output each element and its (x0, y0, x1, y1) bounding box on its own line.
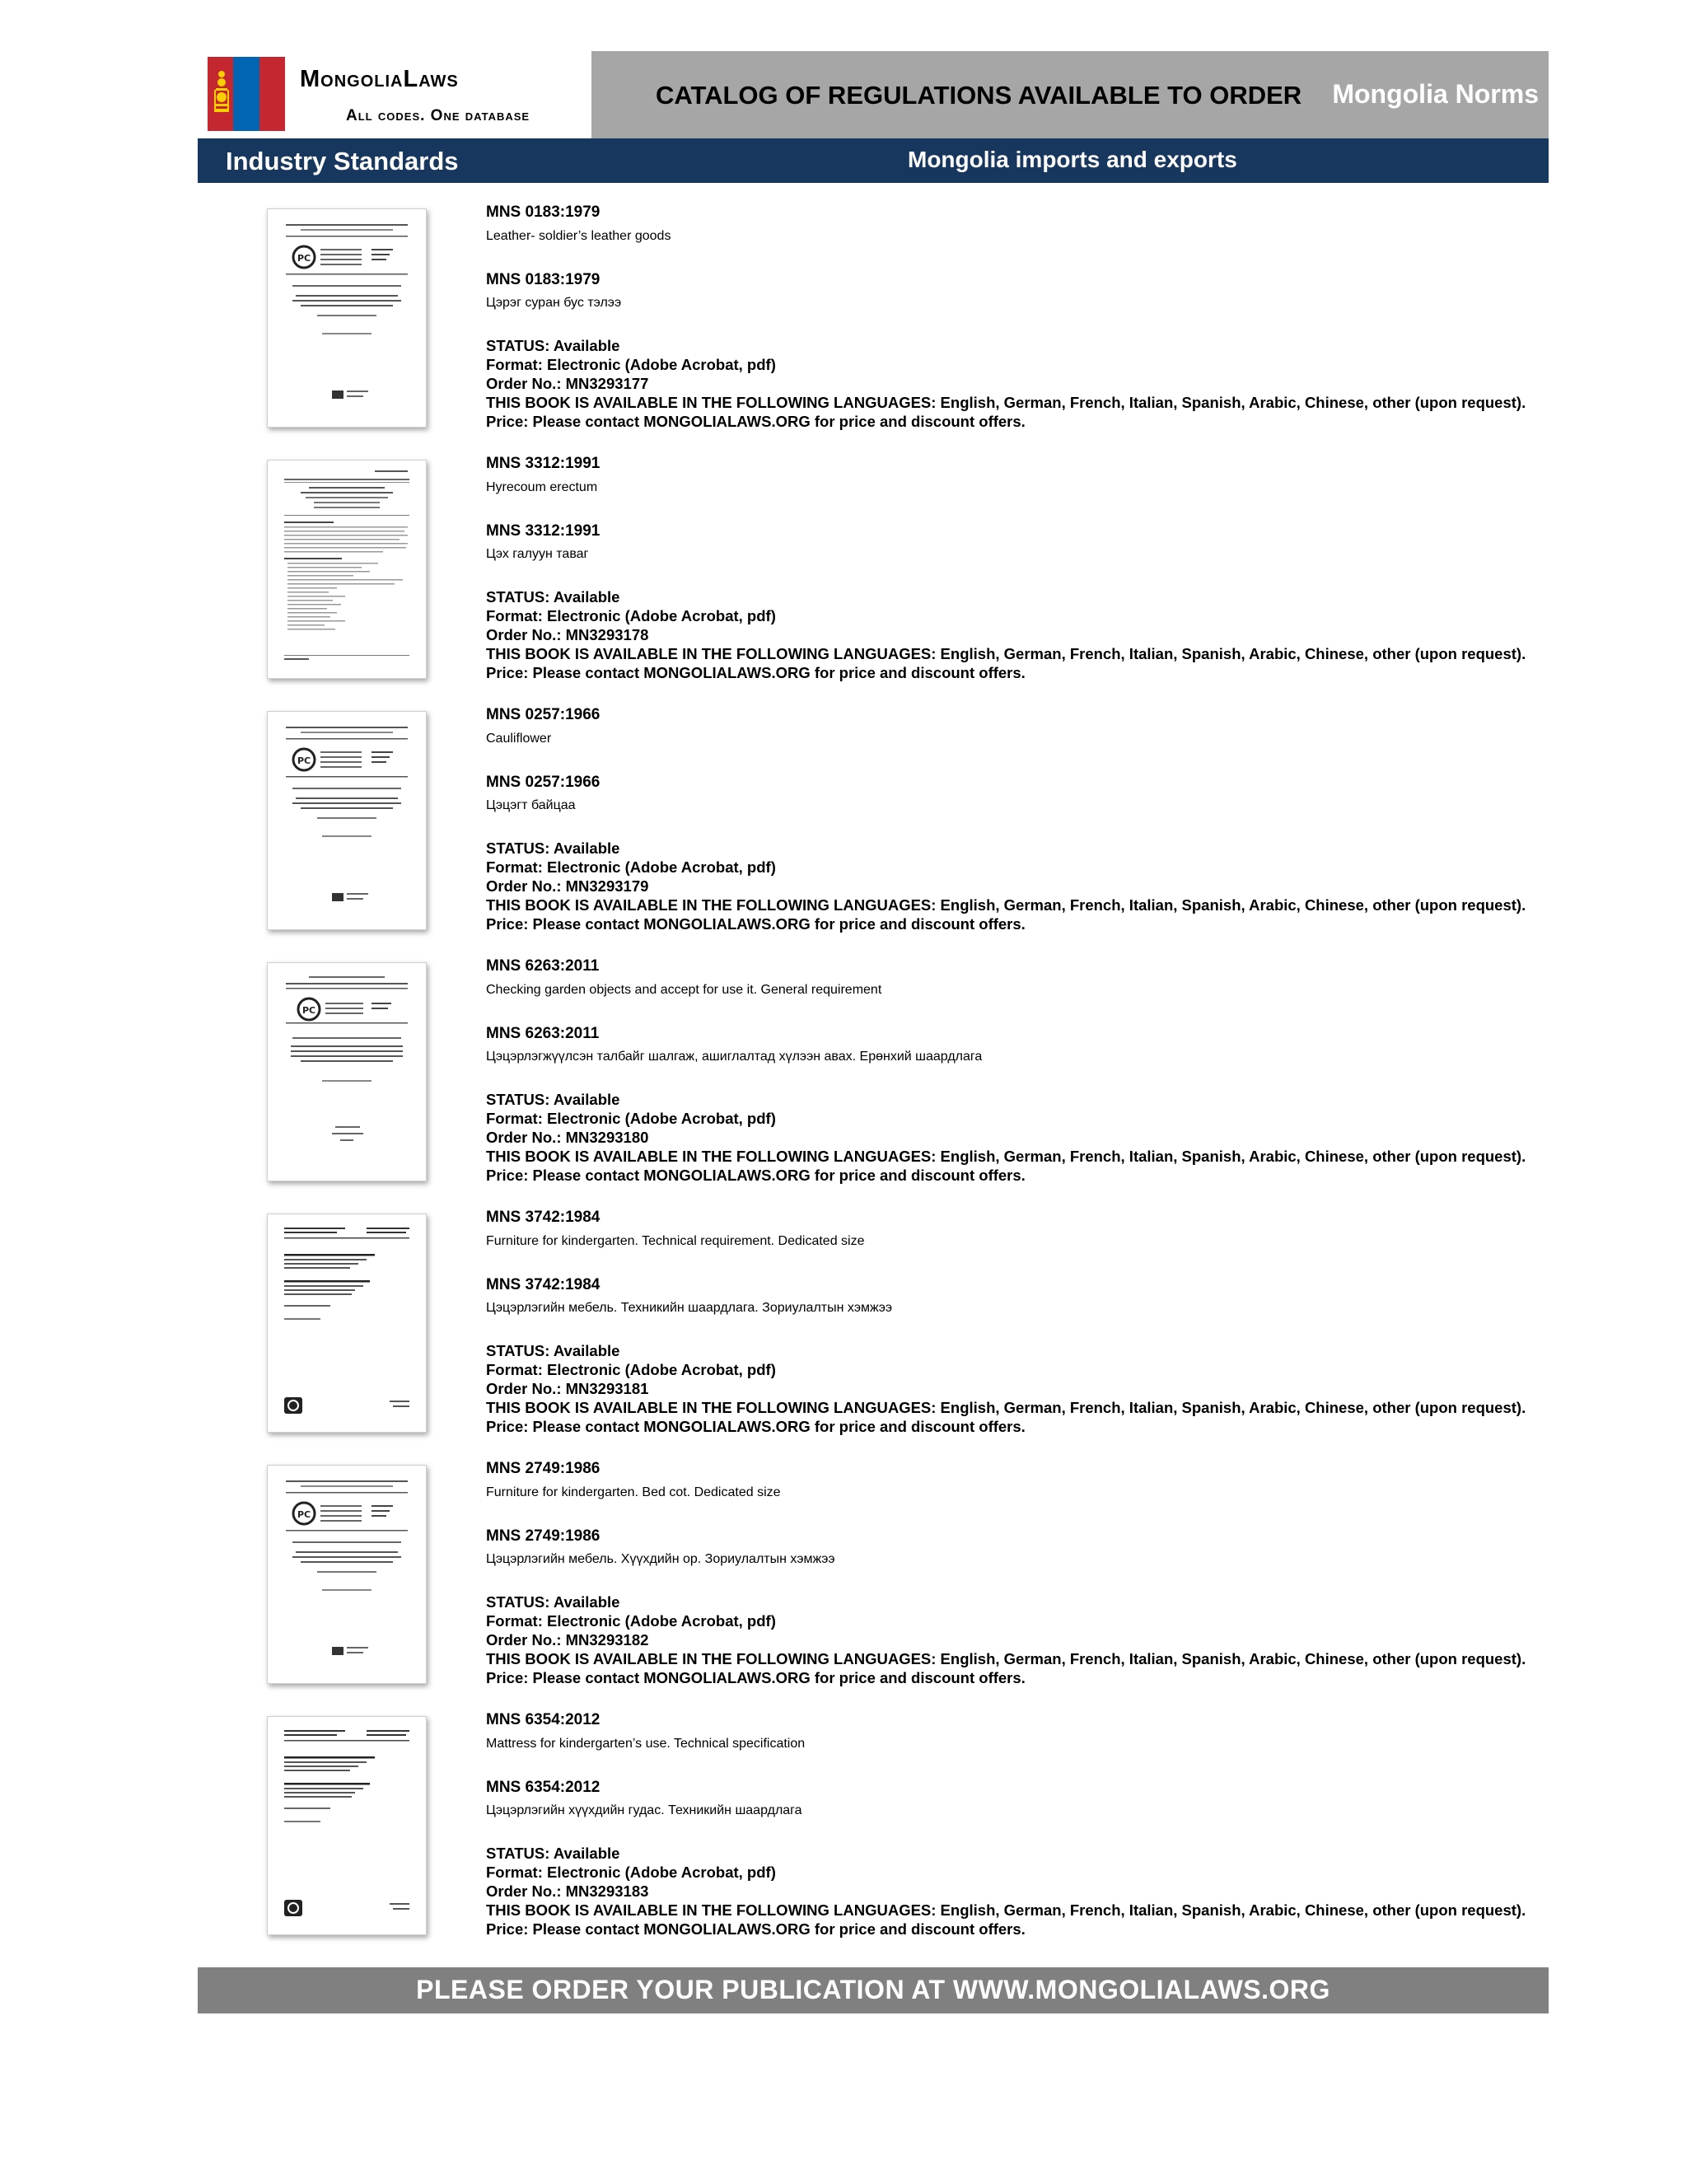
status-text: STATUS: Available (486, 588, 620, 606)
catalog-entry (198, 200, 1549, 430)
logo[interactable] (198, 51, 591, 138)
document-cover-thumbnail[interactable] (267, 1214, 427, 1433)
svg-text:PC: PC (297, 253, 311, 264)
price-text: Price: Please contact MONGOLIALAWS.ORG for price and discount offers. (486, 1920, 1026, 1938)
price-text: Price: Please contact MONGOLIALAWS.ORG for price and discount offers. (486, 915, 1026, 933)
standard-title-mn: Цэх галуун таваг (486, 547, 589, 561)
standard-code-mn: MNS 0257:1966 (486, 774, 600, 791)
svg-text:PC: PC (297, 755, 311, 766)
price-text: Price: Please contact MONGOLIALAWS.ORG for price and discount offers. (486, 1669, 1026, 1686)
standard-code-en: MNS 3742:1984 (486, 1209, 600, 1226)
document-cover-thumbnail[interactable] (267, 208, 427, 428)
standard-title-mn: Цэцэгт байцаа (486, 798, 576, 812)
standard-title-mn: Цэрэг суран бус тэлээ (486, 296, 622, 310)
catalog-entry (198, 451, 1549, 681)
svg-text:PC: PC (302, 1005, 316, 1016)
catalog-entry (198, 1708, 1549, 1938)
languages-text: THIS BOOK IS AVAILABLE IN THE FOLLOWING LANGUAGES: English, German, French, Italian, Spanish, Arabic, Chinese, other (upon request). (486, 1901, 1526, 1919)
document-cover-thumbnail[interactable] (267, 962, 427, 1181)
standard-title-en: Checking garden objects and accept for use it. General requirement (486, 983, 882, 997)
norms-label: Mongolia Norms (1332, 79, 1539, 109)
languages-text: THIS BOOK IS AVAILABLE IN THE FOLLOWING LANGUAGES: English, German, French, Italian, Spanish, Arabic, Chinese, other (upon request). (486, 1650, 1526, 1667)
standard-code-en: MNS 3312:1991 (486, 455, 600, 472)
svg-text:PC: PC (297, 1509, 311, 1520)
standard-title-mn: Цэцэрлэгийн мебель. Хүүхдийн ор. Зориулалтын хэмжээ (486, 1552, 835, 1566)
standard-code-mn: MNS 0183:1979 (486, 271, 600, 288)
standard-title-en: Hyrecoum erectum (486, 480, 598, 494)
standard-title-en: Furniture for kindergarten. Bed cot. Dedicated size (486, 1485, 781, 1499)
standard-title-mn: Цэцэрлэгийн хүүхдийн гудас. Техникийн шаардлага (486, 1803, 802, 1817)
format-text: Format: Electronic (Adobe Acrobat, pdf) (486, 356, 776, 373)
catalog-entry (198, 1457, 1549, 1686)
standard-code-en: MNS 0257:1966 (486, 706, 600, 723)
section-bar (198, 138, 1549, 183)
category-label: Mongolia imports and exports (908, 147, 1237, 172)
order-number: Order No.: MN3293178 (486, 626, 649, 643)
order-footer[interactable] (198, 1967, 1549, 2013)
standard-code-mn: MNS 3742:1984 (486, 1276, 600, 1293)
logo-name: MongoliaLaws (300, 66, 459, 92)
status-text: STATUS: Available (486, 1342, 620, 1359)
status-text: STATUS: Available (486, 1593, 620, 1611)
title-bar (591, 51, 1549, 138)
soyombo-icon (214, 69, 229, 117)
status-text: STATUS: Available (486, 1845, 620, 1862)
standard-title-en: Leather- soldier’s leather goods (486, 229, 671, 243)
standard-code-mn: MNS 6263:2011 (486, 1025, 600, 1042)
document-cover-thumbnail[interactable] (267, 460, 427, 679)
languages-text: THIS BOOK IS AVAILABLE IN THE FOLLOWING LANGUAGES: English, German, French, Italian, Spanish, Arabic, Chinese, other (upon request). (486, 896, 1526, 914)
languages-text: THIS BOOK IS AVAILABLE IN THE FOLLOWING LANGUAGES: English, German, French, Italian, Spanish, Arabic, Chinese, other (upon request). (486, 394, 1526, 411)
languages-text: THIS BOOK IS AVAILABLE IN THE FOLLOWING LANGUAGES: English, German, French, Italian, Spanish, Arabic, Chinese, other (upon request). (486, 1148, 1526, 1165)
languages-text: THIS BOOK IS AVAILABLE IN THE FOLLOWING LANGUAGES: English, German, French, Italian, Spanish, Arabic, Chinese, other (upon request). (486, 645, 1526, 662)
standard-code-en: MNS 6354:2012 (486, 1711, 600, 1728)
document-cover-thumbnail[interactable] (267, 711, 427, 930)
catalog-entry (198, 954, 1549, 1184)
status-text: STATUS: Available (486, 839, 620, 857)
document-cover-thumbnail[interactable] (267, 1716, 427, 1935)
standard-code-mn: MNS 3312:1991 (486, 522, 600, 540)
document-cover-thumbnail[interactable] (267, 1465, 427, 1684)
format-text: Format: Electronic (Adobe Acrobat, pdf) (486, 1361, 776, 1378)
format-text: Format: Electronic (Adobe Acrobat, pdf) (486, 1612, 776, 1630)
logo-tagline: All codes. One database (346, 107, 530, 124)
catalog-entry (198, 1205, 1549, 1435)
languages-text: THIS BOOK IS AVAILABLE IN THE FOLLOWING LANGUAGES: English, German, French, Italian, Spanish, Arabic, Chinese, other (upon request). (486, 1399, 1526, 1416)
price-text: Price: Please contact MONGOLIALAWS.ORG for price and discount offers. (486, 413, 1026, 430)
standard-code-mn: MNS 6354:2012 (486, 1779, 600, 1796)
page-header (198, 51, 1549, 138)
standard-code-en: MNS 6263:2011 (486, 957, 600, 975)
price-text: Price: Please contact MONGOLIALAWS.ORG for price and discount offers. (486, 1418, 1026, 1435)
format-text: Format: Electronic (Adobe Acrobat, pdf) (486, 858, 776, 876)
order-number: Order No.: MN3293177 (486, 375, 649, 392)
status-text: STATUS: Available (486, 337, 620, 354)
status-text: STATUS: Available (486, 1091, 620, 1108)
price-text: Price: Please contact MONGOLIALAWS.ORG for price and discount offers. (486, 1167, 1026, 1184)
catalog-entry (198, 703, 1549, 933)
standard-title-mn: Цэцэрлэгжүүлсэн талбайг шалгаж, ашиглалтад хүлээн авах. Ерөнхий шаардлага (486, 1050, 983, 1064)
format-text: Format: Electronic (Adobe Acrobat, pdf) (486, 1110, 776, 1127)
section-label: Industry Standards (226, 147, 459, 175)
standard-code-mn: MNS 2749:1986 (486, 1527, 600, 1545)
standard-title-en: Cauliflower (486, 732, 552, 746)
standard-title-en: Mattress for kindergarten’s use. Technical specification (486, 1737, 806, 1751)
standard-code-en: MNS 2749:1986 (486, 1460, 600, 1477)
format-text: Format: Electronic (Adobe Acrobat, pdf) (486, 607, 776, 624)
order-number: Order No.: MN3293183 (486, 1882, 649, 1900)
standard-title-mn: Цэцэрлэгийн мебель. Техникийн шаардлага. Зориулалтын хэмжээ (486, 1301, 893, 1315)
order-cta[interactable]: PLEASE ORDER YOUR PUBLICATION AT WWW.MONGOLIALAWS.ORG (416, 1975, 1330, 2004)
standard-code-en: MNS 0183:1979 (486, 203, 600, 221)
standard-title-en: Furniture for kindergarten. Technical requirement. Dedicated size (486, 1234, 865, 1248)
format-text: Format: Electronic (Adobe Acrobat, pdf) (486, 1864, 776, 1881)
order-number: Order No.: MN3293179 (486, 877, 649, 895)
catalog-title: CATALOG OF REGULATIONS AVAILABLE TO ORDER (656, 81, 1302, 110)
order-number: Order No.: MN3293182 (486, 1631, 649, 1649)
order-number: Order No.: MN3293181 (486, 1380, 649, 1397)
price-text: Price: Please contact MONGOLIALAWS.ORG for price and discount offers. (486, 664, 1026, 681)
order-number: Order No.: MN3293180 (486, 1129, 649, 1146)
